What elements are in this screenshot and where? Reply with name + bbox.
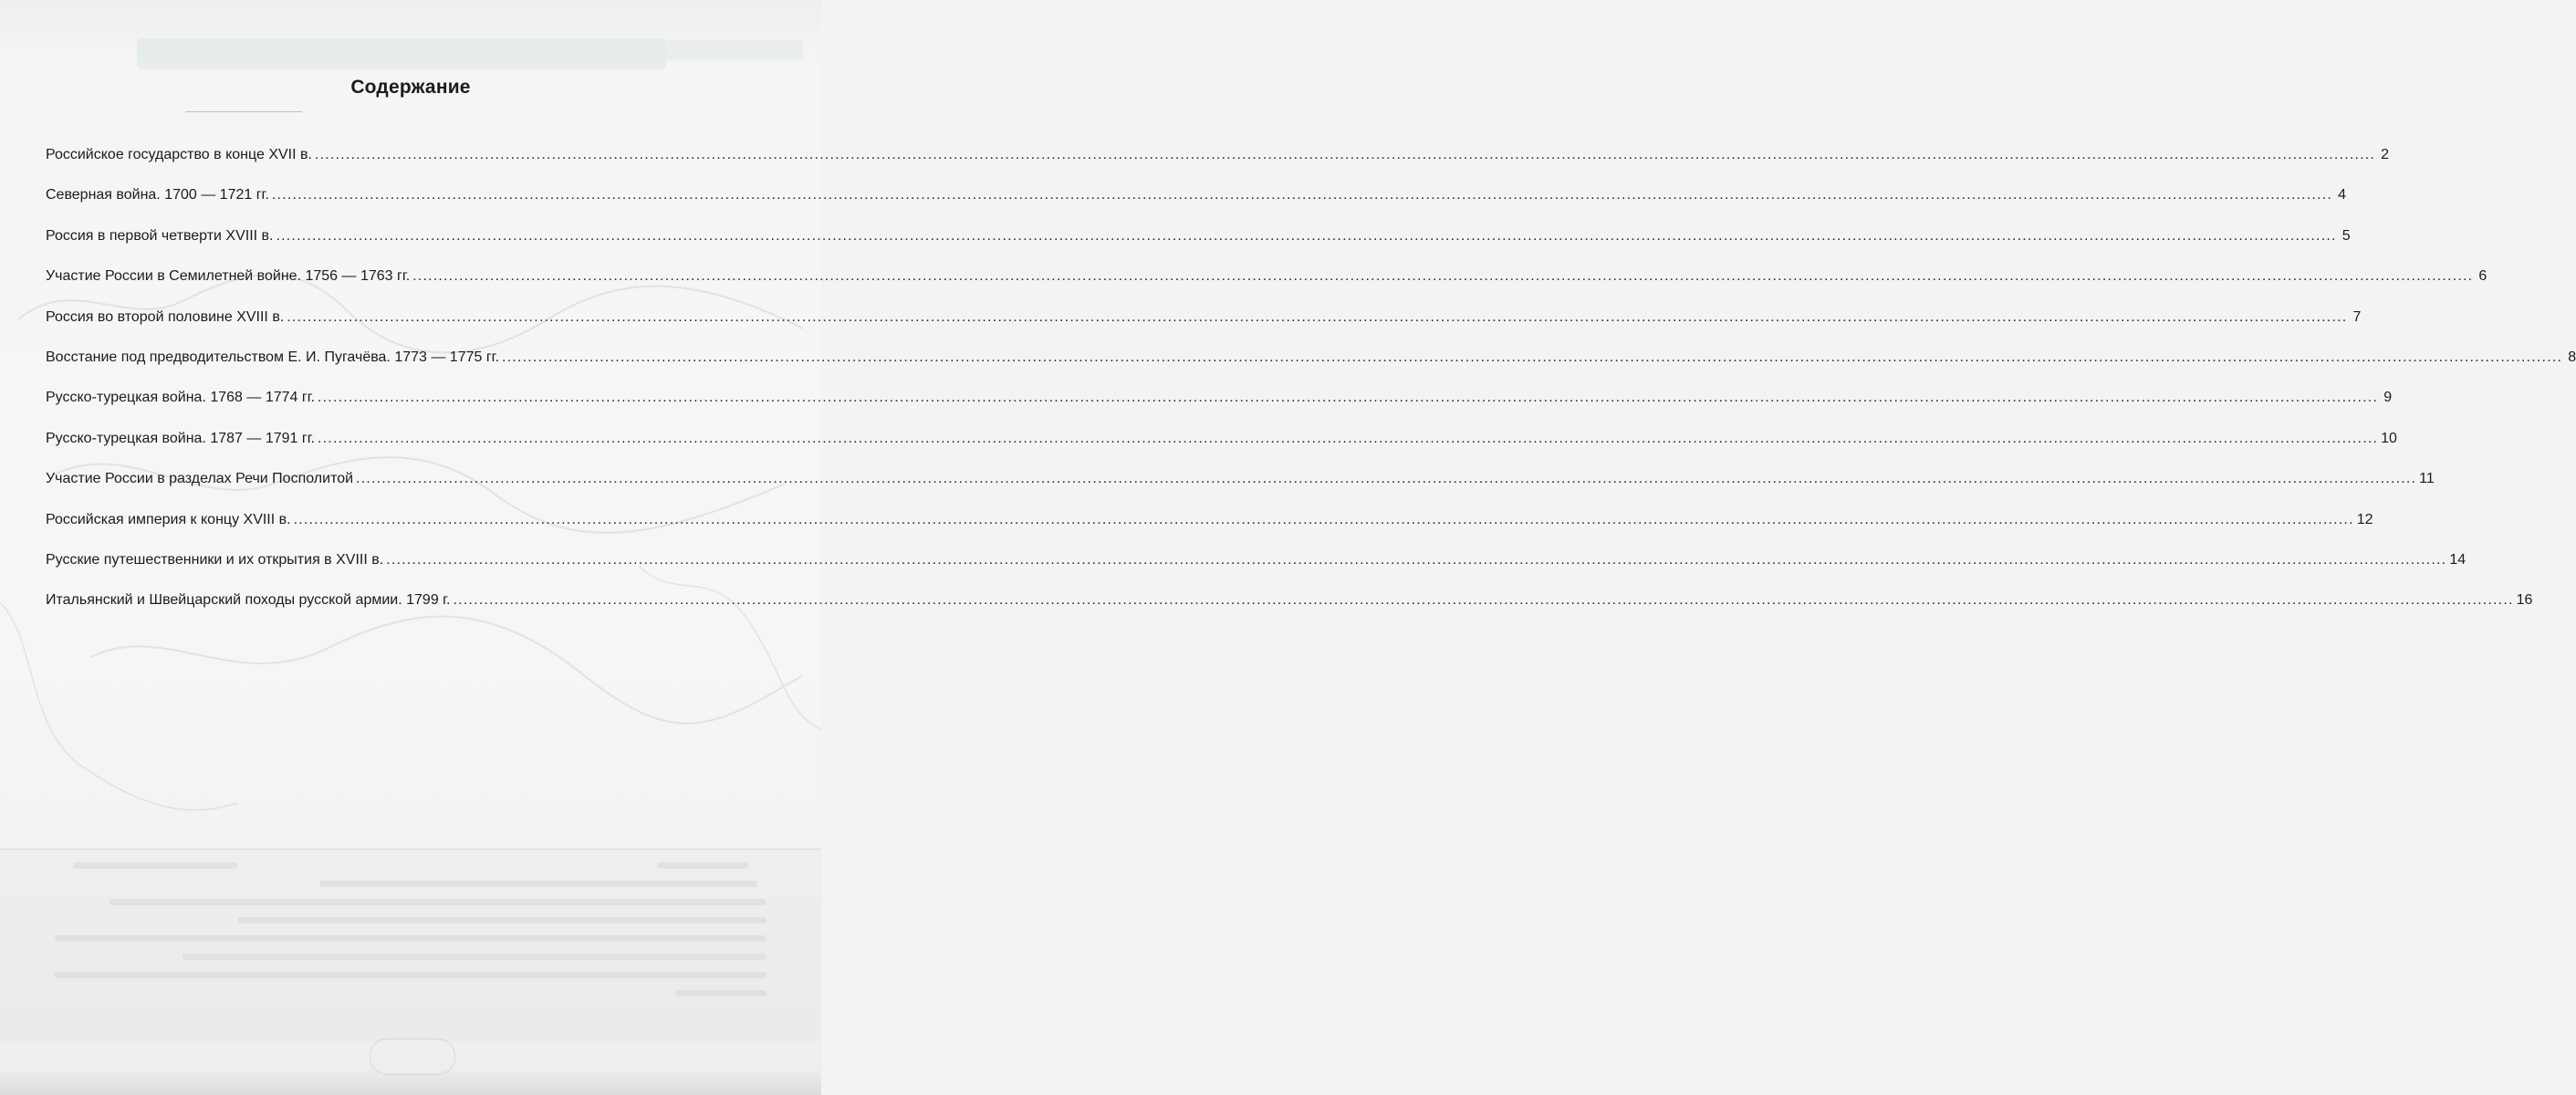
toc-entry-title: Участие России в разделах Речи Посполитой: [46, 471, 354, 487]
page-edge-shadow: [0, 1068, 821, 1095]
toc-leader-dots: ................................................................................................................................................................................................................................................................................................................................................................................................................: [276, 227, 2337, 244]
toc-page-number: 5: [2341, 227, 2351, 244]
title-underline: [185, 111, 302, 112]
toc-entry-title: Российское государство в конце XVII в.: [46, 147, 312, 162]
toc-page-number: 6: [2478, 268, 2487, 285]
toc-page-number: 2: [2381, 147, 2390, 162]
toc-leader-dots: ................................................................................................................................................................................................................................................................................................................................................................................................................: [453, 592, 2514, 609]
toc-leader-dots: ................................................................................................................................................................................................................................................................................................................................................................................................................: [318, 430, 2379, 446]
toc-page-number: 12: [2356, 511, 2373, 527]
toc-leader-dots: ................................................................................................................................................................................................................................................................................................................................................................................................................: [314, 147, 2376, 162]
toc-page-number: 8: [2568, 349, 2576, 365]
toc-leader-dots: ................................................................................................................................................................................................................................................................................................................................................................................................................: [271, 187, 2333, 203]
show-through-header-tab: [666, 40, 803, 60]
toc-leader-dots: ................................................................................................................................................................................................................................................................................................................................................................................................................: [502, 349, 2563, 365]
toc-entry[interactable]: [46, 227, 2351, 267]
toc-entry-title: Русские путешественники и их открытия в XVIII в.: [46, 551, 384, 568]
toc-entry-title: Русско-турецкая война. 1768 — 1774 гг.: [46, 390, 316, 406]
toc-page-number: 9: [2383, 390, 2393, 406]
toc-entry[interactable]: [46, 430, 2397, 470]
toc-leader-dots: ................................................................................................................................................................................................................................................................................................................................................................................................................: [293, 511, 2354, 527]
toc-entry[interactable]: [46, 470, 2435, 510]
show-through-header: [137, 38, 666, 69]
toc-leader-dots: ................................................................................................................................................................................................................................................................................................................................................................................................................: [412, 268, 2474, 285]
toc-entry-title: Российская империя к концу XVIII в.: [46, 511, 291, 527]
toc-page-number: 11: [2419, 471, 2435, 487]
toc-entry[interactable]: [46, 349, 2576, 389]
toc-entry[interactable]: [46, 591, 2533, 631]
toc-entry-title: Русско-турецкая война. 1787 — 1791 гг.: [46, 430, 316, 446]
toc-page-number: 7: [2352, 308, 2362, 325]
toc-page-number: 4: [2338, 187, 2347, 203]
toc-leader-dots: ................................................................................................................................................................................................................................................................................................................................................................................................................: [318, 390, 2379, 406]
page-title: Содержание: [350, 77, 471, 98]
toc-entry-title: Северная война. 1700 — 1721 гг.: [46, 187, 269, 203]
toc-entry[interactable]: [46, 551, 2466, 591]
toc-entry[interactable]: [46, 146, 2390, 186]
toc-entry[interactable]: [46, 186, 2347, 226]
toc-entry[interactable]: [46, 511, 2373, 551]
table-of-contents: [46, 146, 2576, 632]
toc-entry-title: Итальянский и Швейцарский походы русской армии. 1799 г.: [46, 592, 451, 609]
toc-leader-dots: ................................................................................................................................................................................................................................................................................................................................................................................................................: [356, 471, 2417, 487]
toc-entry[interactable]: [46, 308, 2362, 349]
toc-entry-title: Участие России в Семилетней войне. 1756 — 1763 гг.: [46, 268, 411, 285]
toc-entry[interactable]: [46, 267, 2487, 308]
toc-leader-dots: ................................................................................................................................................................................................................................................................................................................................................................................................................: [287, 308, 2348, 325]
toc-leader-dots: ................................................................................................................................................................................................................................................................................................................................................................................................................: [386, 551, 2447, 568]
toc-page-number: 16: [2516, 592, 2533, 609]
toc-entry-title: Россия в первой четверти XVIII в.: [46, 227, 274, 244]
toc-entry[interactable]: [46, 389, 2393, 429]
toc-page-number: 10: [2381, 430, 2397, 446]
toc-page-number: 14: [2449, 551, 2466, 568]
toc-entry-title: Россия во второй половине XVIII в.: [46, 308, 285, 325]
toc-entry-title: Восстание под предводительством Е. И. Пугачёва. 1773 — 1775 гг.: [46, 349, 500, 365]
show-through-task-box: [0, 849, 821, 1041]
